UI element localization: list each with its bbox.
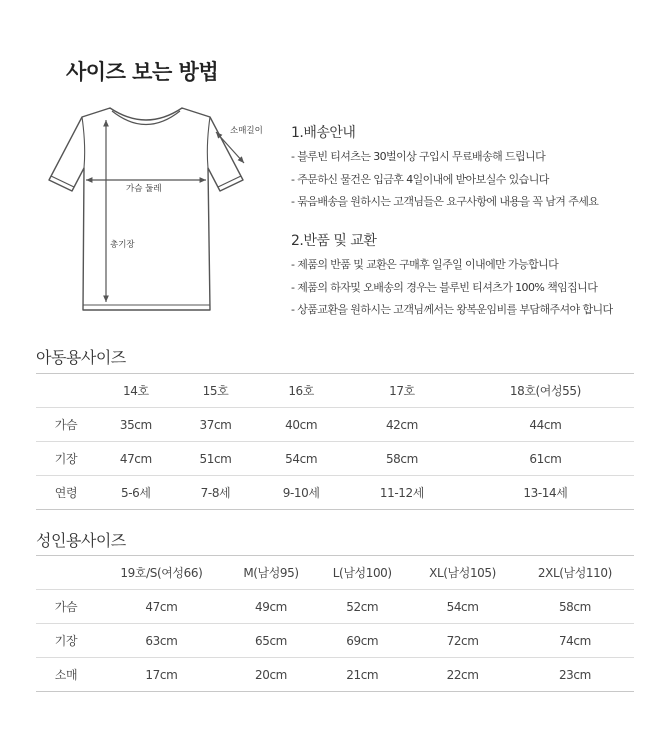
column-header: XL(남성105) [409, 556, 516, 590]
kids-size-table [36, 373, 634, 510]
table-cell: 65cm [227, 624, 315, 658]
column-header: 2XL(남성110) [516, 556, 634, 590]
table-cell: 40cm [255, 408, 347, 442]
table-cell: 52cm [315, 590, 409, 624]
table-header-row [36, 556, 634, 590]
column-header: 19호/S(여성66) [96, 556, 227, 590]
table-cell: 54cm [409, 590, 516, 624]
shipping-info [291, 122, 598, 217]
table-cell: 47cm [96, 590, 227, 624]
tshirt-outline [49, 108, 243, 310]
table-cell: 21cm [315, 658, 409, 692]
page-title: 사이즈 보는 방법 [66, 60, 219, 84]
table-cell: 13-14세 [457, 476, 634, 510]
adult-size-table [36, 555, 634, 692]
table-cell: 58cm [516, 590, 634, 624]
table-header-row [36, 374, 634, 408]
returns-heading: 2.반품 및 교환 [291, 233, 377, 249]
returns-line: - 상품교환을 원하시는 고객님께서는 왕복운임비를 부담해주셔야 합니다 [291, 303, 613, 316]
table-cell: 58cm [347, 442, 457, 476]
row-header: 연령 [36, 476, 96, 510]
table-corner-cell [36, 374, 96, 408]
column-header: 15호 [176, 374, 256, 408]
table-cell: 7-8세 [176, 476, 256, 510]
table-row [36, 658, 634, 692]
table-row [36, 408, 634, 442]
table-cell: 17cm [96, 658, 227, 692]
table-cell: 63cm [96, 624, 227, 658]
table-cell: 49cm [227, 590, 315, 624]
adult-size-title: 성인용사이즈 [36, 531, 126, 550]
tshirt-size-diagram [26, 100, 266, 330]
sleeve-length-label: 소매길이 [230, 126, 263, 136]
column-header: L(남성100) [315, 556, 409, 590]
table-cell: 72cm [409, 624, 516, 658]
row-header: 소매 [36, 658, 96, 692]
column-header: 17호 [347, 374, 457, 408]
row-header: 가슴 [36, 408, 96, 442]
table-cell: 5-6세 [96, 476, 176, 510]
shipping-line: - 묶음배송을 원하시는 고객님들은 요구사항에 내용을 꼭 남겨 주세요 [291, 195, 599, 208]
column-header: 18호(여성55) [457, 374, 634, 408]
shipping-line: - 주문하신 물건은 입금후 4일이내에 받아보실수 있습니다 [291, 172, 549, 186]
table-cell: 11-12세 [347, 476, 457, 510]
returns-line: - 제품의 하자및 오배송의 경우는 블루빈 티셔츠가 100% 책임집니다 [291, 280, 598, 294]
table-cell: 61cm [457, 442, 634, 476]
table-cell: 9-10세 [255, 476, 347, 510]
table-cell: 74cm [516, 624, 634, 658]
table-cell: 47cm [96, 442, 176, 476]
shipping-line: - 블루빈 티셔츠는 30벌이상 구입시 무료배송해 드립니다 [291, 150, 546, 163]
table-cell: 37cm [176, 408, 256, 442]
column-header: 16호 [255, 374, 347, 408]
table-cell: 20cm [227, 658, 315, 692]
table-row [36, 590, 634, 624]
table-row [36, 442, 634, 476]
table-cell: 44cm [457, 408, 634, 442]
table-cell: 69cm [315, 624, 409, 658]
shipping-heading: 1.배송안내 [291, 125, 356, 141]
chest-label: 가슴 둘레 [126, 184, 162, 194]
table-cell: 51cm [176, 442, 256, 476]
table-cell: 23cm [516, 658, 634, 692]
row-header: 가슴 [36, 590, 96, 624]
column-header: 14호 [96, 374, 176, 408]
table-cell: 42cm [347, 408, 457, 442]
returns-info [291, 230, 613, 325]
column-header: M(남성95) [227, 556, 315, 590]
table-corner-cell [36, 556, 96, 590]
table-cell: 22cm [409, 658, 516, 692]
table-cell: 54cm [255, 442, 347, 476]
table-row [36, 624, 634, 658]
row-header: 기장 [36, 442, 96, 476]
total-length-label: 총기장 [110, 240, 135, 250]
returns-line: - 제품의 반품 및 교환은 구매후 일주일 이내에만 가능합니다 [291, 258, 559, 271]
table-row [36, 476, 634, 510]
row-header: 기장 [36, 624, 96, 658]
table-cell: 35cm [96, 408, 176, 442]
kids-size-title: 아동용사이즈 [36, 348, 126, 367]
